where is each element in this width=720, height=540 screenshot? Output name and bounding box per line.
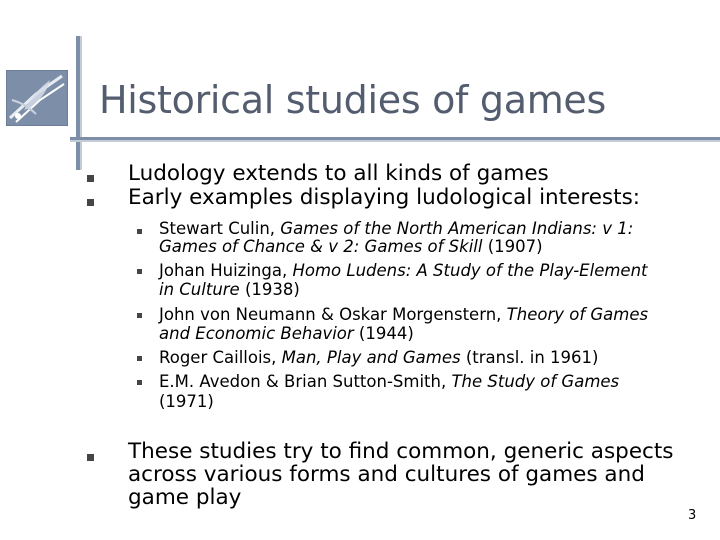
bullet-2: Early examples displaying ludological interests: <box>128 185 641 210</box>
year: (1907) <box>482 237 543 256</box>
year: (1971) <box>159 392 214 411</box>
vertical-rule-shadow <box>80 36 82 170</box>
author: Stewart Culin, <box>159 219 281 238</box>
author: E.M. Avedon & Brian Sutton-Smith, <box>159 372 452 391</box>
work-title: Theory of Games <box>506 305 649 324</box>
sub-bullet-marker <box>137 269 142 274</box>
work-title: Games of Chance & v 2: Games of Skill <box>159 237 483 256</box>
sub-bullet-culin-line1 <box>159 219 633 238</box>
sub-bullet-huizinga-line1 <box>159 261 648 280</box>
sub-bullet-culin-line2 <box>159 237 543 256</box>
sub-bullet-marker <box>137 229 142 234</box>
year: (1938) <box>239 280 300 299</box>
year: (1944) <box>353 324 414 343</box>
sub-bullet-caillois <box>159 348 598 367</box>
sub-bullet-marker <box>137 380 142 385</box>
bullet-marker <box>87 199 94 206</box>
sub-bullet-avedon-line1 <box>159 372 619 391</box>
author: John von Neumann & Oskar Morgenstern, <box>159 305 507 324</box>
author: Roger Caillois, <box>159 348 282 367</box>
sub-bullet-marker <box>137 313 142 318</box>
sub-bullet-huizinga-line2 <box>159 280 300 299</box>
year: (transl. in 1961) <box>460 348 599 367</box>
bullet-3-line3: game play <box>128 485 242 510</box>
sub-bullet-marker <box>137 356 142 361</box>
work-title: and Economic Behavior <box>159 324 354 343</box>
page-number: 3 <box>688 508 697 523</box>
bullet-3-line1: These studies try to find common, generic aspects <box>128 439 674 464</box>
sub-bullet-neumann-line2 <box>159 324 414 343</box>
slide-title: Historical studies of games <box>99 78 606 122</box>
work-title: in Culture <box>159 280 240 299</box>
work-title: Man, Play and Games <box>281 348 461 367</box>
quill-pen-logo-icon <box>6 70 68 126</box>
bullet-3-line2: across various forms and cultures of games and <box>128 462 645 487</box>
bullet-marker <box>87 454 94 461</box>
bullet-marker <box>87 175 94 182</box>
sub-bullet-avedon-line2 <box>159 392 214 411</box>
work-title: Games of the North American Indians: v 1: <box>280 219 634 238</box>
bullet-1: Ludology extends to all kinds of games <box>128 161 549 186</box>
work-title: The Study of Games <box>451 372 620 391</box>
work-title: Homo Ludens: A Study of the Play-Element <box>292 261 648 280</box>
sub-bullet-neumann-line1 <box>159 305 648 324</box>
author: Johan Huizinga, <box>159 261 293 280</box>
title-underline-shadow <box>70 140 720 142</box>
